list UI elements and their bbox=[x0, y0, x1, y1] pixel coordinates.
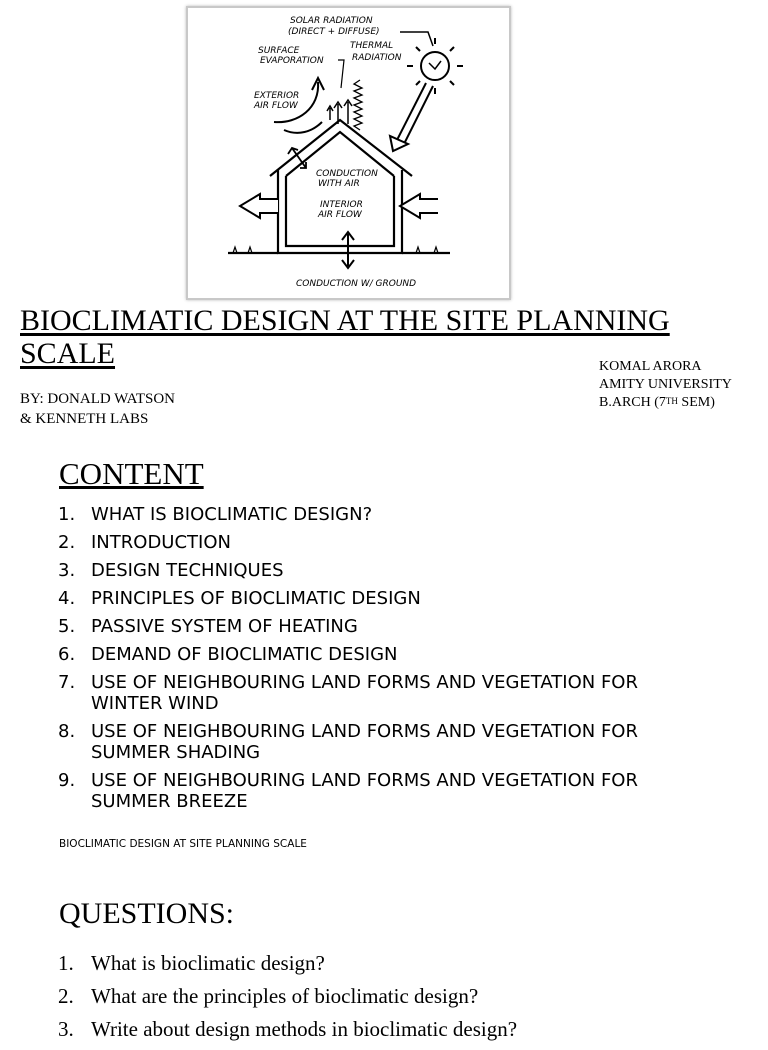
author-university: AMITY UNIVERSITY bbox=[599, 377, 732, 392]
list-item bbox=[58, 504, 708, 525]
list-item-text: WHAT IS BIOCLIMATIC DESIGN? bbox=[91, 504, 373, 525]
sun-icon bbox=[407, 38, 463, 94]
interior-air-flow-label: AIR FLOW bbox=[318, 210, 362, 220]
list-item-number: 9. bbox=[58, 770, 76, 791]
surface-label: SURFACE bbox=[258, 46, 300, 56]
bioclimatic-house-diagram bbox=[186, 6, 511, 300]
list-item-text: PRINCIPLES OF BIOCLIMATIC DESIGN bbox=[91, 588, 421, 609]
with-air-label: WITH AIR bbox=[318, 179, 360, 189]
content-heading: CONTENT bbox=[59, 456, 204, 491]
by-line-1: BY: DONALD WATSON bbox=[20, 391, 176, 407]
thermal-radiation-wave-icon bbox=[354, 80, 362, 130]
list-item-text: INTRODUCTION bbox=[91, 532, 231, 553]
list-item-number: 2. bbox=[58, 532, 76, 553]
author-name: KOMAL ARORA bbox=[599, 359, 702, 374]
interior-label: INTERIOR bbox=[320, 200, 363, 210]
slide-footer-note: BIOCLIMATIC DESIGN AT SITE PLANNING SCALE bbox=[59, 838, 307, 850]
question-text: Write about design methods in bioclimatic design? bbox=[91, 1017, 518, 1041]
list-item-text: PASSIVE SYSTEM OF HEATING bbox=[91, 616, 358, 637]
page-title: BIOCLIMATIC DESIGN AT THE SITE PLANNING SCALE bbox=[20, 304, 670, 370]
conduction-air-label: CONDUCTION bbox=[316, 169, 378, 179]
question-number: 2. bbox=[58, 984, 74, 1008]
list-item-text: USE OF NEIGHBOURING LAND FORMS AND VEGETATION FOR SUMMER SHADING bbox=[91, 721, 638, 763]
questions-heading: QUESTIONS: bbox=[59, 897, 235, 930]
questions-list bbox=[58, 951, 517, 1050]
exterior-label: EXTERIOR bbox=[254, 91, 300, 101]
list-item-text: USE OF NEIGHBOURING LAND FORMS AND VEGETATION FOR SUMMER BREEZE bbox=[91, 770, 638, 812]
by-line-2: & KENNETH LABS bbox=[20, 411, 149, 427]
author-course bbox=[599, 394, 732, 412]
question-item bbox=[58, 984, 517, 1009]
list-item bbox=[58, 644, 708, 665]
course-suffix: SEM) bbox=[677, 395, 715, 410]
list-item-text: DEMAND OF BIOCLIMATIC DESIGN bbox=[91, 644, 398, 665]
question-item bbox=[58, 1017, 517, 1042]
author-block bbox=[599, 358, 732, 412]
list-item-number: 4. bbox=[58, 588, 76, 609]
question-item bbox=[58, 951, 517, 976]
solar-radiation-sub-label: (DIRECT + DIFFUSE) bbox=[288, 27, 380, 37]
question-text: What are the principles of bioclimatic design? bbox=[91, 984, 479, 1008]
list-item bbox=[58, 560, 708, 581]
list-item bbox=[58, 616, 708, 637]
list-item bbox=[58, 532, 708, 553]
list-item-number: 1. bbox=[58, 504, 76, 525]
list-item-number: 3. bbox=[58, 560, 76, 581]
list-item-text: USE OF NEIGHBOURING LAND FORMS AND VEGETATION FOR WINTER WIND bbox=[91, 672, 638, 714]
list-item-text: DESIGN TECHNIQUES bbox=[91, 560, 284, 581]
list-item bbox=[58, 721, 708, 763]
solar-radiation-arrow-icon bbox=[390, 83, 433, 151]
course-sup: TH bbox=[665, 396, 678, 406]
question-number: 3. bbox=[58, 1017, 74, 1041]
content-list bbox=[58, 504, 708, 819]
radiation-label: RADIATION bbox=[352, 53, 402, 63]
by-line bbox=[20, 389, 175, 429]
question-text: What is bioclimatic design? bbox=[91, 951, 325, 975]
question-number: 1. bbox=[58, 951, 74, 975]
list-item-number: 5. bbox=[58, 616, 76, 637]
thermal-label: THERMAL bbox=[350, 41, 394, 51]
solar-radiation-label: SOLAR RADIATION bbox=[290, 16, 373, 26]
list-item-number: 7. bbox=[58, 672, 76, 693]
list-item bbox=[58, 672, 708, 714]
list-item-number: 6. bbox=[58, 644, 76, 665]
list-item-number: 8. bbox=[58, 721, 76, 742]
list-item bbox=[58, 770, 708, 812]
course-prefix: B.ARCH (7 bbox=[599, 395, 666, 410]
conduction-ground-label: CONDUCTION W/ GROUND bbox=[296, 279, 417, 289]
exterior-air-flow-label: AIR FLOW bbox=[254, 101, 298, 111]
evaporation-label: EVAPORATION bbox=[260, 56, 324, 66]
list-item bbox=[58, 588, 708, 609]
ground-conduction-arrow-icon bbox=[342, 232, 354, 268]
